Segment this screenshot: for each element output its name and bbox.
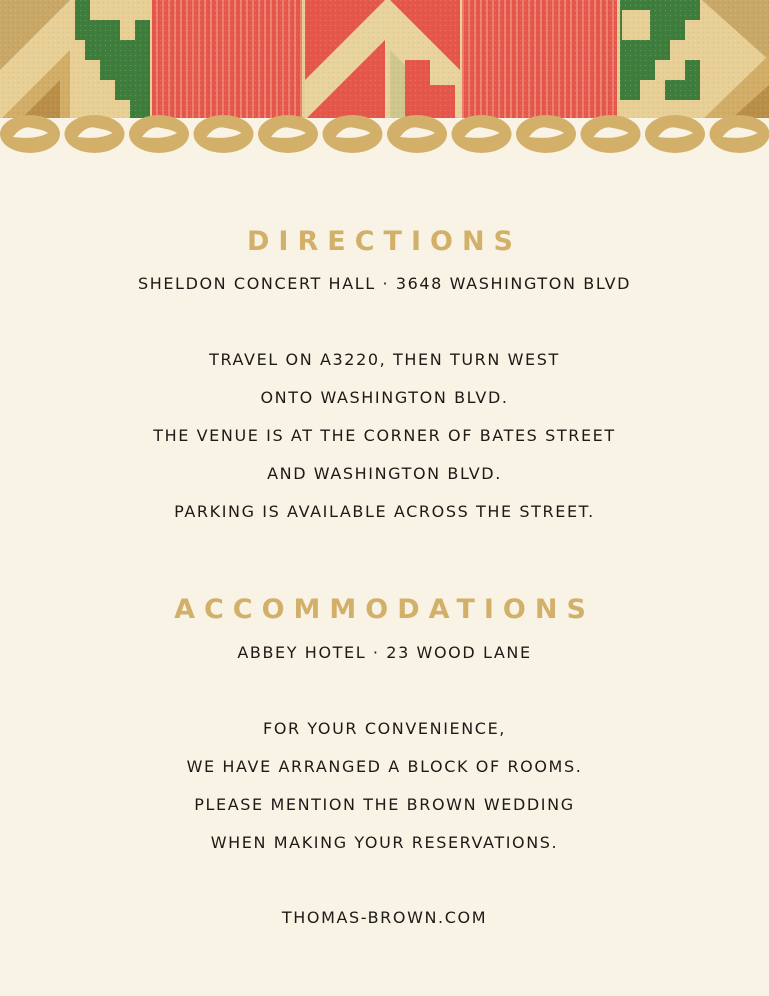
cowrie-shell-icon bbox=[323, 115, 383, 153]
accommodations-line: PLEASE MENTION THE BROWN WEDDING bbox=[194, 795, 575, 814]
cowrie-shell-icon bbox=[710, 115, 769, 153]
directions-line: AND WASHINGTON BLVD. bbox=[267, 464, 502, 483]
cowrie-shell-icon bbox=[65, 115, 125, 153]
directions-line: THE VENUE IS AT THE CORNER OF BATES STREET bbox=[153, 426, 616, 445]
accommodations-heading: ACCOMMODATIONS bbox=[174, 594, 595, 625]
directions-line: PARKING IS AVAILABLE ACROSS THE STREET. bbox=[174, 502, 595, 521]
accommodations-line: WHEN MAKING YOUR RESERVATIONS. bbox=[210, 833, 559, 852]
cowrie-shell-icon bbox=[516, 115, 576, 153]
cowrie-shell-icon bbox=[258, 115, 318, 153]
accommodations-line: FOR YOUR CONVENIENCE, bbox=[263, 719, 506, 738]
website-link: THOMAS-BROWN.COM bbox=[281, 908, 488, 927]
venue-address: SHELDON CONCERT HALL · 3648 WASHINGTON BLVD bbox=[137, 274, 632, 293]
cowrie-shell-icon bbox=[387, 115, 447, 153]
directions-heading: DIRECTIONS bbox=[247, 226, 522, 257]
cowrie-shell-icon bbox=[581, 115, 641, 153]
cowrie-shell-icon bbox=[452, 115, 512, 153]
directions-line: TRAVEL ON A3220, THEN TURN WEST bbox=[209, 350, 560, 369]
cowrie-shell-icon bbox=[645, 115, 705, 153]
decorative-border bbox=[0, 0, 769, 160]
hotel-address: ABBEY HOTEL · 23 WOOD LANE bbox=[237, 643, 532, 662]
cowrie-shell-icon bbox=[0, 115, 60, 153]
cowrie-shell-icon bbox=[129, 115, 189, 153]
cowrie-shell-icon bbox=[194, 115, 254, 153]
accommodations-line: WE HAVE ARRANGED A BLOCK OF ROOMS. bbox=[186, 757, 583, 776]
cowrie-shell-row bbox=[0, 0, 769, 160]
directions-line: ONTO WASHINGTON BLVD. bbox=[260, 388, 509, 407]
